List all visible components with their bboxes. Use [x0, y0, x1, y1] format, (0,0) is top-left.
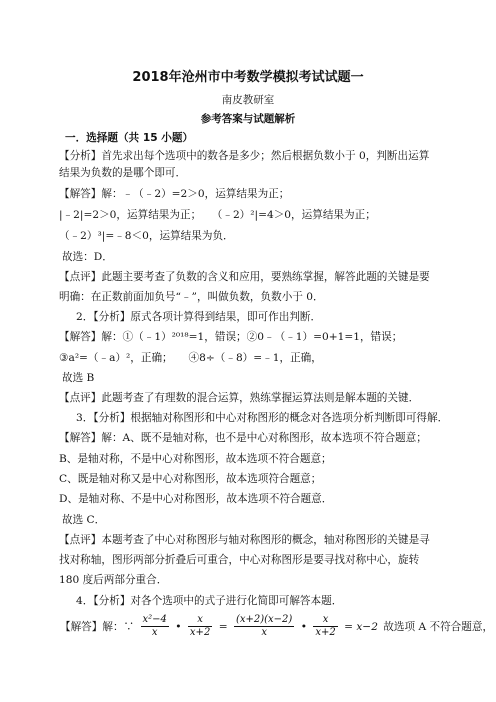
math-prefix: 【解答】解：∵	[60, 620, 135, 633]
text-line: 【解答】解：A、既不是轴对称，也不是中心对称图形，故本选项不符合题意；	[59, 432, 427, 444]
text-line: C、既是轴对称又是中心对称图形，故本选项符合题意；	[59, 473, 322, 485]
fraction: $\frac{x}{x+2}$	[189, 614, 211, 638]
text-line: 3．【分析】根据轴对称图形和中心对称图形的概念对各选项分析判断即可得解．	[76, 412, 449, 424]
text-line: 【分析】首先求出每个选项中的数各是多少；然后根据负数小于 0，判断出运算	[59, 150, 430, 162]
text-line: （﹣2）³|=﹣8＜0，运算结果为负．	[59, 230, 234, 242]
fraction: $\frac{x}{x+2}$	[315, 614, 336, 638]
math-suffix: 故选项 A 不符合题意，	[383, 620, 494, 633]
fraction: $\frac{(x+2)(x-2)}{x}$	[235, 614, 293, 638]
text-line: 2．【分析】原式各项计算得到结果，即可作出判断．	[76, 311, 322, 323]
text-line: 故选 C．	[62, 514, 106, 526]
text-line: 明确：在正数前面加负号“﹣”，叫做负数，负数小于 0．	[59, 291, 324, 303]
text-line: 【点评】本题考查了中心对称图形与轴对称图形的概念，轴对称图形的关键是寻	[59, 534, 430, 546]
fraction: $\frac{\text{x²−4}}{x}$	[142, 614, 167, 638]
text-line: 180 度后两部分重合．	[59, 574, 168, 586]
text-line: |﹣2|=2＞0，运算结果为正； （﹣2）²|=4＞0，运算结果为正；	[59, 209, 376, 221]
text-line: 故选 B	[62, 372, 95, 384]
text-line: D、是轴对称、不是中心对称图形，故本选项不符合题意．	[59, 493, 333, 505]
text-line: 【解答】解：①（﹣1）²⁰¹⁸=1，错误；②0﹣（﹣1）=0+1=1，错误；	[59, 331, 403, 343]
doc-heading: 参考答案与试题解析	[200, 113, 296, 125]
section-heading: 一．选择题（共 15 小题）	[65, 132, 194, 144]
text-line: B、是轴对称，不是中心对称图形，故本选项不符合题意；	[59, 453, 332, 465]
text-line: 【解答】解：﹣（﹣2）=2＞0，运算结果为正；	[59, 188, 290, 200]
text-line: 【点评】此题主要考查了负数的含义和应用，要熟练掌握，解答此题的关键是要	[59, 271, 430, 283]
text-line: 找对称轴，图形两部分折叠后可重合，中心对称图形是要寻找对称中心，旋转	[59, 554, 420, 566]
text-line: 4．【分析】对各个选项中的式子进行化简即可解答本题．	[76, 595, 343, 607]
text-line: 结果为负数的是哪个即可．	[59, 167, 187, 179]
doc-org: 南皮教研室	[221, 94, 275, 106]
math-line: 【解答】解：∵ $\frac{\text{x²−4}}{x}$ • $\frac{x}{x+2}$ = $\frac{(x+2)(x-2)}{x}$ • $\frac{x}{x+2}$ = x−2 故选项 A 不符合题意，	[60, 614, 494, 638]
text-line: 故选：D．	[62, 251, 113, 263]
text-line: 【点评】此题考查了有理数的混合运算，熟练掌握运算法则是解本题的关键．	[59, 392, 420, 404]
text-line: ③a²=（﹣a）²，正确； ④8÷（﹣8）=﹣1，正确，	[59, 352, 322, 364]
doc-title: 2018年沧州市中考数学模拟考试试题一	[132, 70, 364, 85]
